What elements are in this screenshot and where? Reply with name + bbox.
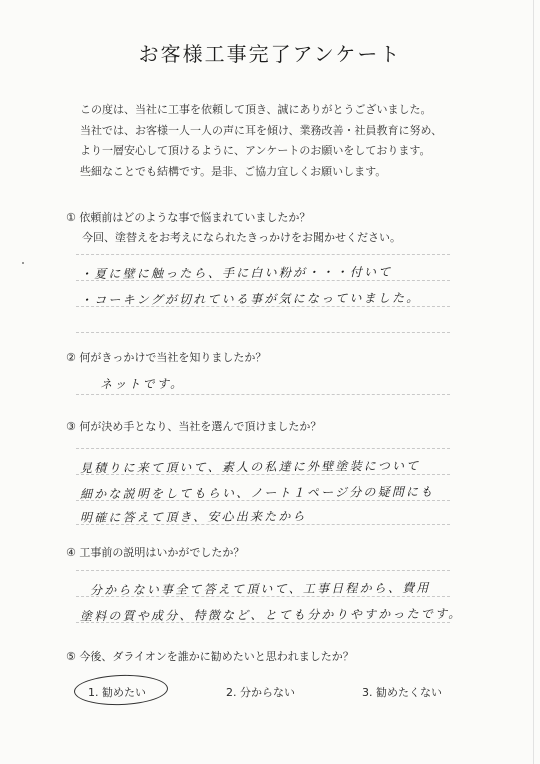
question-1-sublabel: 今回、塗替えをお考えになられたきっかけをお聞かせください。 <box>82 231 401 244</box>
answer-line <box>76 394 450 395</box>
answer-line <box>76 524 450 525</box>
intro-line: より一層安心して頂けるように、アンケートのお願いをしております。 <box>80 144 431 157</box>
question-3-answer-line-2: 細かな説明をしてもらい、ノート１ページ分の疑問にも <box>79 484 435 502</box>
question-3-label: ③ 何が決め手となり、当社を選んで頂けましたか？ <box>66 420 322 433</box>
question-1-answer-line-2: ・コーキングが切れている事が気になっていました。 <box>79 290 421 308</box>
answer-line <box>76 622 450 623</box>
answer-line <box>76 474 450 475</box>
question-2-label: ② 何がきっかけで当社を知りましたか？ <box>66 351 267 364</box>
intro-text <box>80 100 442 182</box>
question-5-label: ⑤ 今後、ダライオンを誰かに勧めたいと思われましたか？ <box>66 650 354 663</box>
answer-line <box>76 306 450 307</box>
question-4-label: ④ 工事前の説明はいかがでしたか？ <box>66 546 245 559</box>
question-4-answer-line-1: 分からない事全て答えて頂いて、工事日程から、費用 <box>89 580 431 598</box>
intro-line: この度は、当社に工事を依頼して頂き、誠にありがとうございました。 <box>80 103 432 116</box>
option-not-sure[interactable]: 2. 分からない <box>226 686 295 699</box>
answer-line <box>76 500 450 501</box>
scan-speck <box>22 262 24 264</box>
answer-line <box>76 280 450 281</box>
question-2-answer: ネットです。 <box>99 376 185 392</box>
answer-line <box>76 596 450 597</box>
question-1-label: ① 依頼前はどのような事で悩まれていましたか？ <box>66 211 311 224</box>
page-edge <box>533 0 534 764</box>
page-title: お客様工事完了アンケート <box>138 42 402 66</box>
option-not-recommend[interactable]: 3. 勧めたくない <box>362 686 442 699</box>
option-recommend[interactable]: 1. 勧めたい <box>88 686 146 699</box>
question-3-answer-line-3: 明確に答えて頂き、安心出来たから <box>79 509 307 525</box>
answer-line <box>76 254 450 255</box>
answer-line <box>76 448 450 449</box>
question-4-answer-line-2: 塗料の質や成分、特徴など、とても分かりやすかったです。 <box>79 606 463 624</box>
intro-line: 当社では、お客様一人一人の声に耳を傾け、業務改善・社員教育に努め、 <box>80 123 443 137</box>
answer-line <box>76 570 450 571</box>
question-1-answer-line-1: ・夏に壁に触ったら、手に白い粉が・・・付いて <box>79 264 393 282</box>
intro-line: 些細なことでも結構です。是非、ご協力宜しくお願いします。 <box>80 164 387 178</box>
question-3-answer-line-1: 見積りに来て頂いて、素人の私達に外壁塗装について <box>79 458 421 476</box>
answer-line <box>76 332 450 333</box>
